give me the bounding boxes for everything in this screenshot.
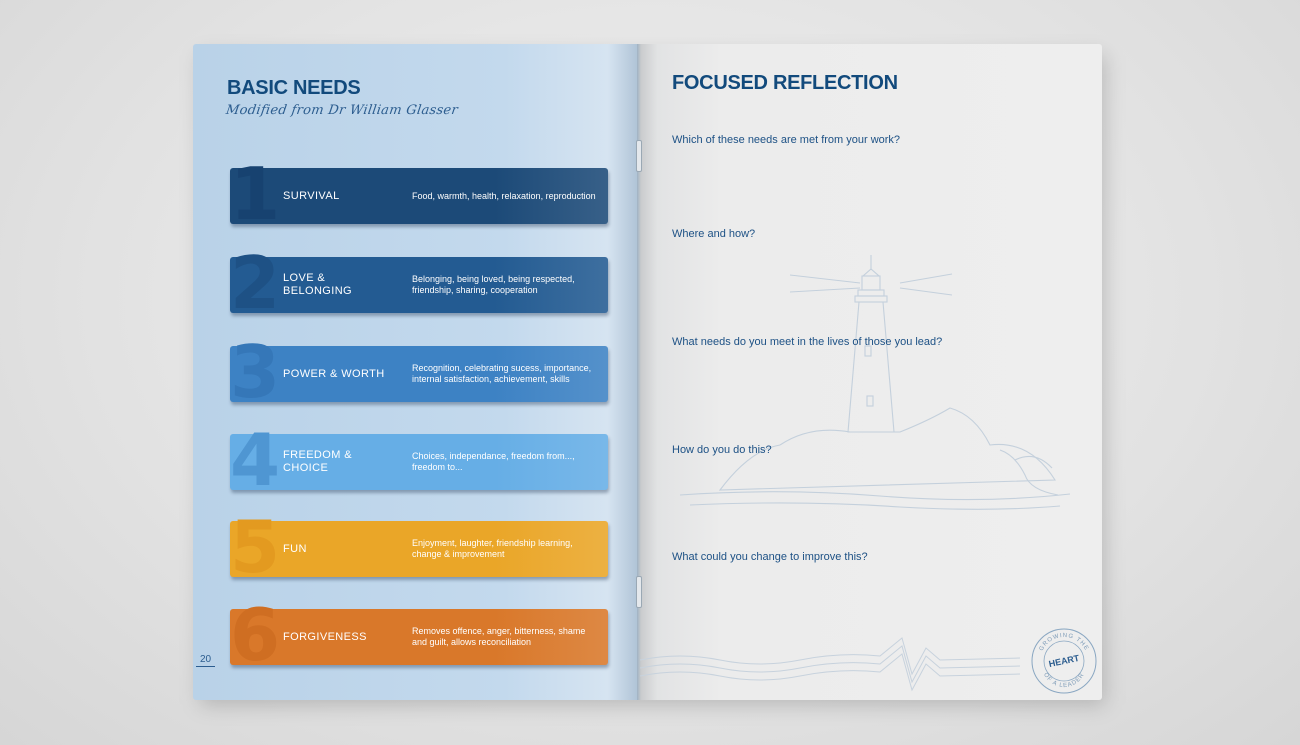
wave-decoration (640, 630, 1040, 696)
need-description: Enjoyment, laughter, friendship learning, change & improvement (412, 538, 573, 559)
svg-text:GROWING THE (1039, 633, 1090, 652)
need-number: 2 (230, 241, 277, 325)
page-title: BASIC NEEDS (227, 77, 361, 99)
need-number: 1 (230, 152, 277, 236)
need-description: Recognition, celebrating sucess, importance, internal satisfaction, achievement, skills (412, 363, 592, 384)
lighthouse-illustration (660, 250, 1080, 520)
need-name: FORGIVENESS (283, 630, 367, 643)
need-description: Choices, independance, freedom from..., freedom to... (412, 451, 575, 472)
need-number: 4 (230, 418, 277, 502)
need-number: 3 (230, 330, 277, 414)
staple (636, 140, 642, 172)
reflection-question: Where and how? (672, 228, 756, 240)
need-name: FREEDOM & CHOICE (283, 449, 352, 474)
need-band-survival (230, 152, 608, 236)
need-band-love-belonging (230, 241, 608, 325)
need-description: Removes offence, anger, bitterness, shame and guilt, allows reconciliation (412, 626, 586, 647)
seal-center-text: HEART (1047, 652, 1081, 670)
heart-of-a-leader-seal-icon (1030, 627, 1098, 695)
need-band-forgiveness (230, 593, 608, 677)
reflection-question: What needs do you meet in the lives of those you lead? (672, 336, 943, 348)
page-subtitle: Modified from Dr William Glasser (224, 103, 459, 118)
reflection-question: Which of these needs are met from your work? (672, 134, 901, 146)
need-band-freedom-choice (230, 418, 608, 502)
reflection-question: How do you do this? (672, 444, 772, 456)
page-number: 20 (196, 654, 215, 667)
seal-top-text: GROWING THE (1038, 632, 1090, 653)
reflection-title: FOCUSED REFLECTION (672, 72, 898, 94)
need-band-power-worth (230, 330, 608, 414)
need-description: Belonging, being loved, being respected, friendship, sharing, cooperation (412, 274, 575, 295)
need-name: FUN (283, 542, 307, 555)
need-number: 5 (230, 505, 277, 589)
need-name: SURVIVAL (283, 189, 340, 202)
need-name: POWER & WORTH (283, 367, 385, 380)
need-band-fun (230, 505, 608, 589)
staple (636, 576, 642, 608)
seal-bottom-text: OF A LEADER (1042, 672, 1086, 690)
need-number: 6 (230, 593, 277, 677)
need-description: Food, warmth, health, relaxation, reproduction (412, 190, 596, 201)
reflection-question: What could you change to improve this? (672, 551, 868, 563)
need-name: LOVE & BELONGING (283, 272, 353, 297)
svg-text:OF A LEADER (1042, 672, 1086, 689)
